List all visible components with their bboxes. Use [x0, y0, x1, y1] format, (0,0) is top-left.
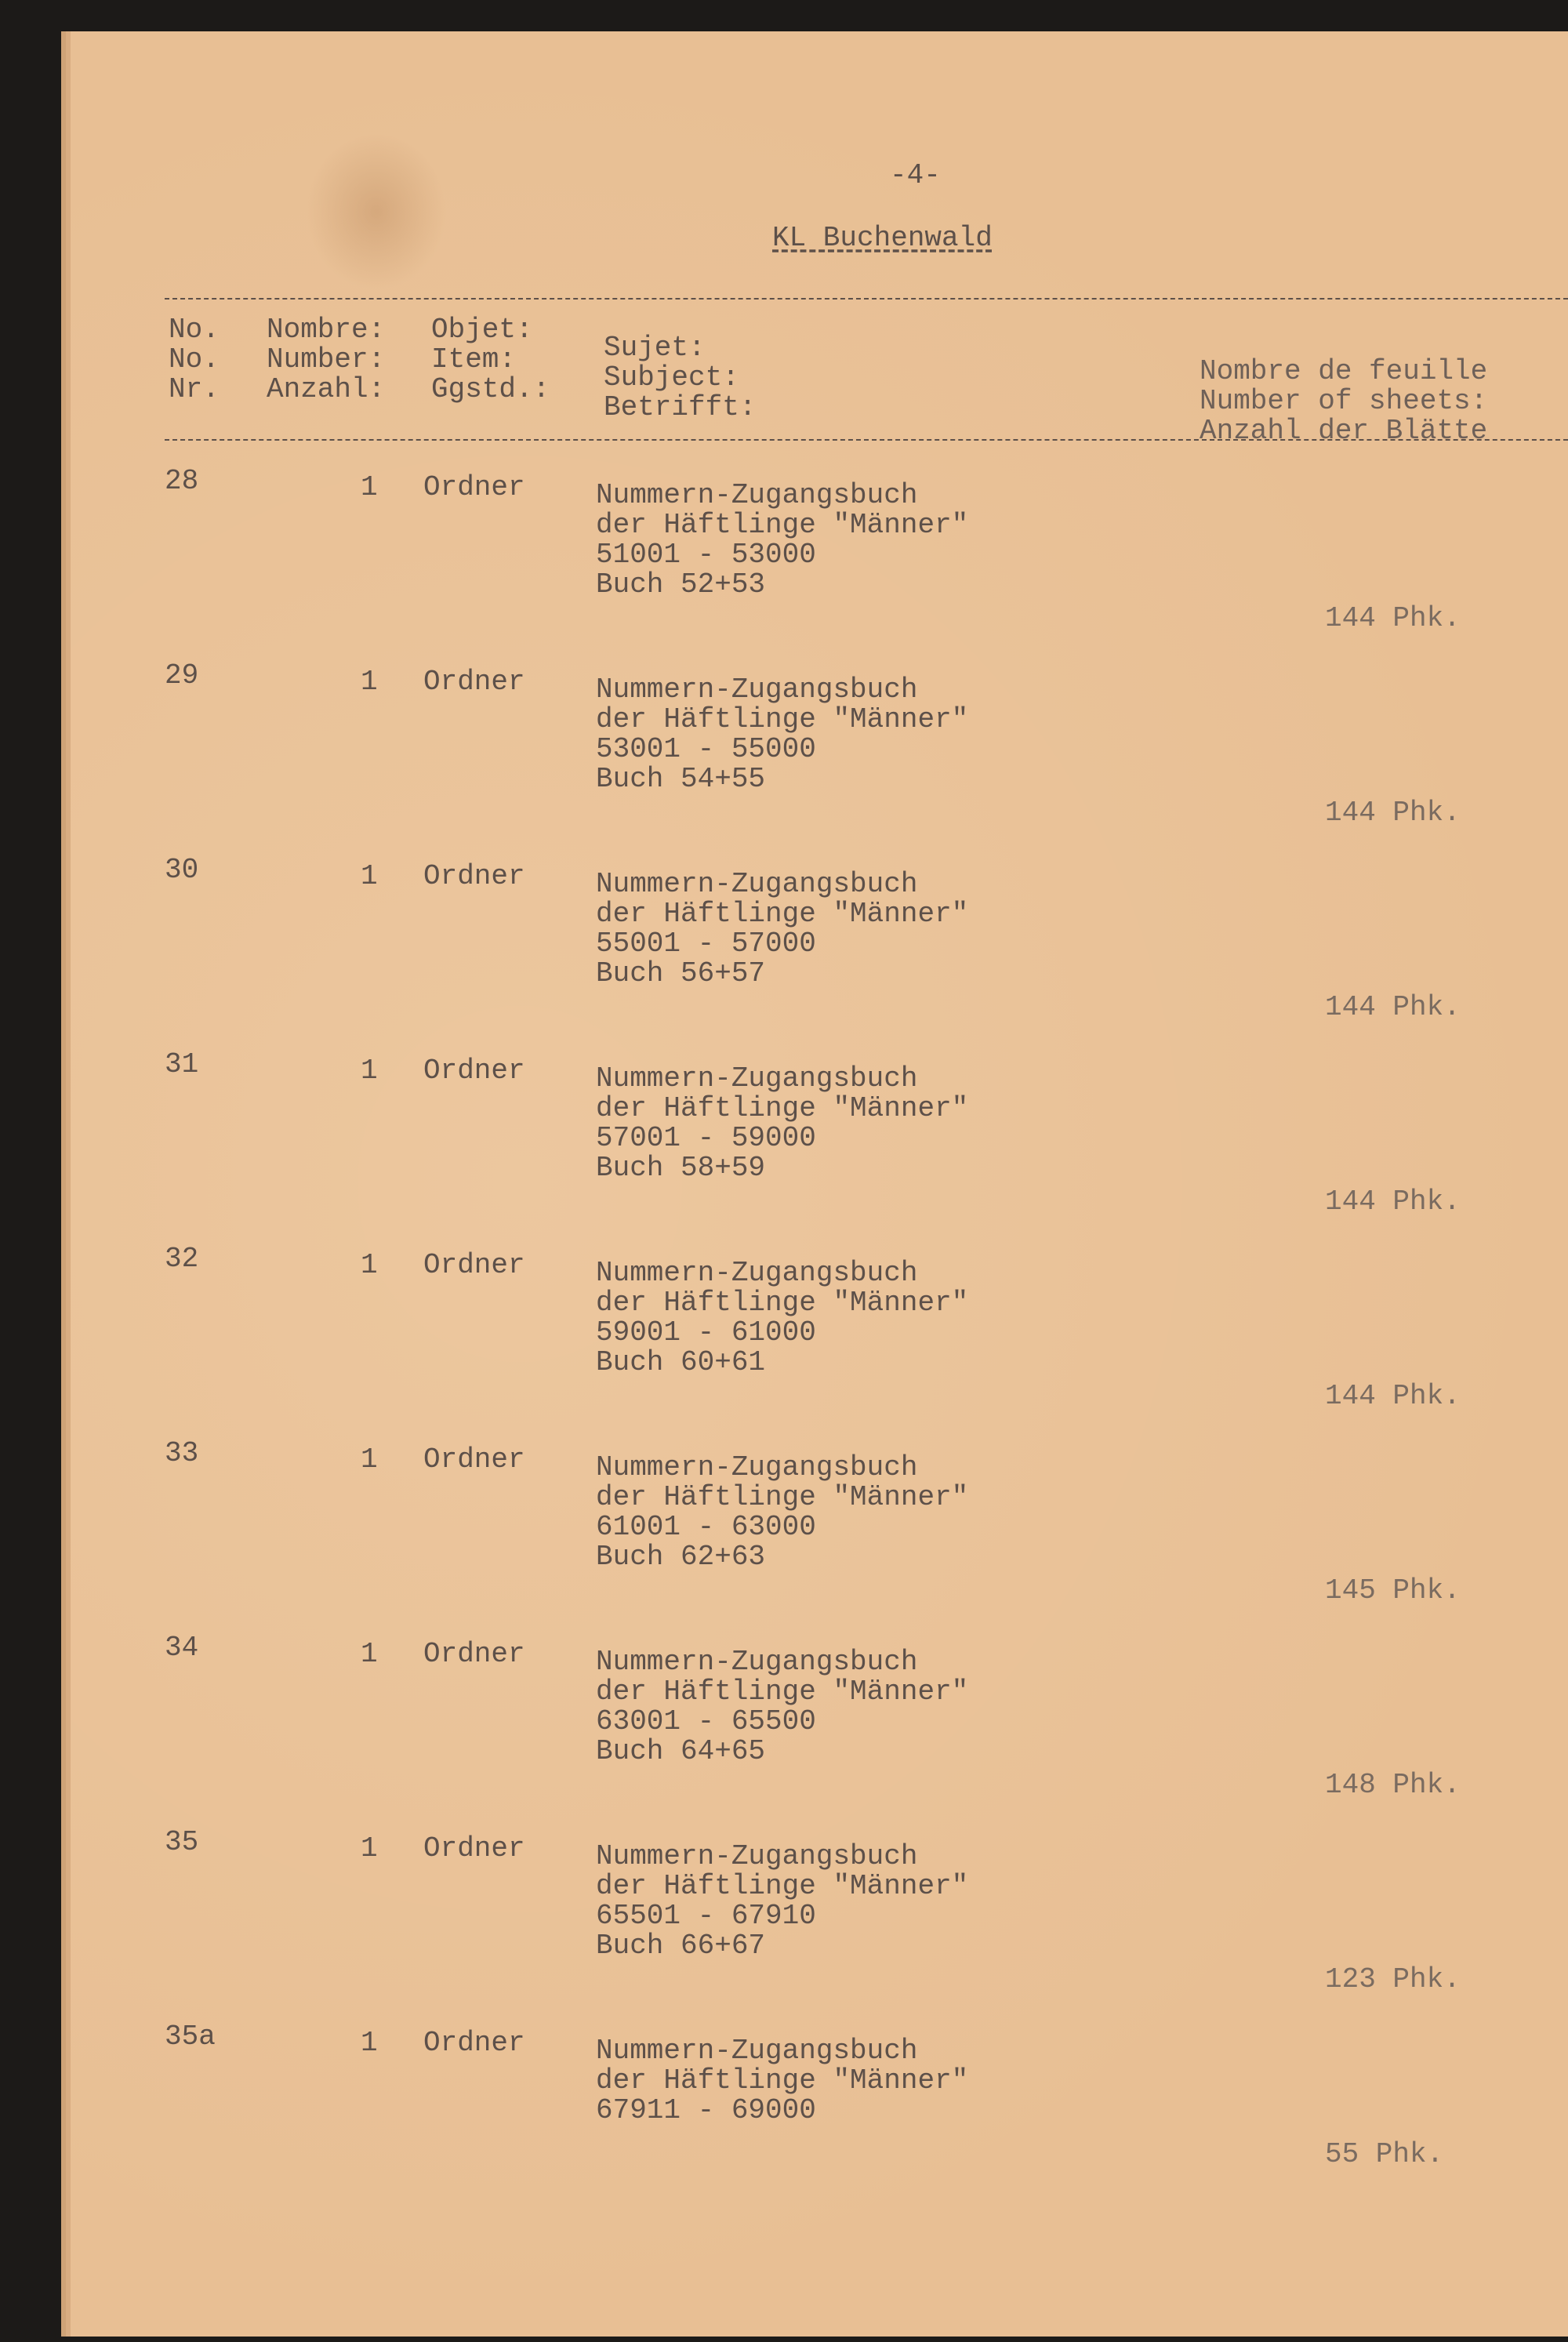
page-number: -4-: [890, 159, 941, 191]
entry-count: 1: [361, 1443, 378, 1476]
header-subject: Sujet: Subject: Betrifft:: [604, 332, 757, 423]
entry-no: 31: [165, 1048, 199, 1080]
header-object: Objet: Item: Ggstd.:: [431, 314, 550, 405]
list-item: [71, 1048, 1568, 1218]
entry-object: Ordner: [423, 1443, 525, 1476]
entry-object: Ordner: [423, 860, 525, 892]
entry-no: 35: [165, 1826, 199, 1858]
entry-object: Ordner: [423, 666, 525, 698]
entry-subject: Nummern-Zugangsbuch der Häftlinge "Männer" 53001 - 55000 Buch 54+55: [596, 674, 969, 795]
paper-stain: [306, 133, 447, 290]
entry-object: Ordner: [423, 2027, 525, 2059]
header-rule-top: [165, 298, 1568, 300]
entry-count: 1: [361, 2027, 378, 2059]
list-item: [71, 854, 1568, 1023]
entry-no: 33: [165, 1437, 199, 1469]
list-item: [71, 1437, 1568, 1607]
entry-sheets: 55 Phk.: [1325, 2138, 1444, 2170]
entry-no: 35a: [165, 2021, 216, 2053]
entry-count: 1: [361, 1832, 378, 1865]
entry-subject: Nummern-Zugangsbuch der Häftlinge "Männer" 65501 - 67910 Buch 66+67: [596, 1840, 969, 1962]
entry-count: 1: [361, 1638, 378, 1670]
list-item: [71, 1826, 1568, 1995]
list-item: [71, 1632, 1568, 1801]
list-item: [71, 659, 1568, 829]
entry-no: 32: [165, 1243, 199, 1275]
entry-count: 1: [361, 1249, 378, 1281]
entry-count: 1: [361, 1055, 378, 1087]
list-item: [71, 1243, 1568, 1412]
entry-sheets: 148 Phk.: [1325, 1769, 1461, 1801]
entry-subject: Nummern-Zugangsbuch der Häftlinge "Männer" 57001 - 59000 Buch 58+59: [596, 1062, 969, 1184]
entry-sheets: 123 Phk.: [1325, 1963, 1461, 1995]
entry-no: 29: [165, 659, 199, 692]
header-rule-bottom: [165, 439, 1568, 441]
list-item: [71, 2022, 1568, 2179]
entry-subject: Nummern-Zugangsbuch der Häftlinge "Männer" 59001 - 61000 Buch 60+61: [596, 1257, 969, 1378]
entry-object: Ordner: [423, 1832, 525, 1865]
entry-count: 1: [361, 666, 378, 698]
document-title: KL Buchenwald: [772, 222, 993, 254]
entry-object: Ordner: [423, 471, 525, 503]
entry-sheets: 144 Phk.: [1325, 1186, 1461, 1218]
entry-subject: Nummern-Zugangsbuch der Häftlinge "Männer" 61001 - 63000 Buch 62+63: [596, 1451, 969, 1573]
entry-sheets: 144 Phk.: [1325, 1380, 1461, 1412]
entry-no: 34: [165, 1632, 199, 1664]
entry-object: Ordner: [423, 1249, 525, 1281]
entry-count: 1: [361, 471, 378, 503]
list-item: [71, 465, 1568, 634]
entry-subject: Nummern-Zugangsbuch der Häftlinge "Männer" 63001 - 65500 Buch 64+65: [596, 1646, 969, 1767]
entry-sheets: 145 Phk.: [1325, 1574, 1461, 1607]
entry-sheets: 144 Phk.: [1325, 602, 1461, 634]
entry-subject: Nummern-Zugangsbuch der Häftlinge "Männer" 51001 - 53000 Buch 52+53: [596, 479, 969, 601]
header-count: Nombre: Number: Anzahl:: [267, 314, 386, 405]
entry-sheets: 144 Phk.: [1325, 797, 1461, 829]
header-sheets: Nombre de feuille Number of sheets: Anzahl der Blätte: [1200, 355, 1488, 447]
entry-sheets: 144 Phk.: [1325, 991, 1461, 1023]
entry-no: 30: [165, 854, 199, 886]
document-page: [71, 31, 1568, 2337]
entry-subject: Nummern-Zugangsbuch der Häftlinge "Männer" 67911 - 69000: [596, 2035, 969, 2126]
header-no: No. No. Nr.: [169, 314, 220, 405]
entry-count: 1: [361, 860, 378, 892]
entry-object: Ordner: [423, 1638, 525, 1670]
entry-subject: Nummern-Zugangsbuch der Häftlinge "Männer" 55001 - 57000 Buch 56+57: [596, 868, 969, 989]
entry-no: 28: [165, 465, 199, 497]
entry-object: Ordner: [423, 1055, 525, 1087]
